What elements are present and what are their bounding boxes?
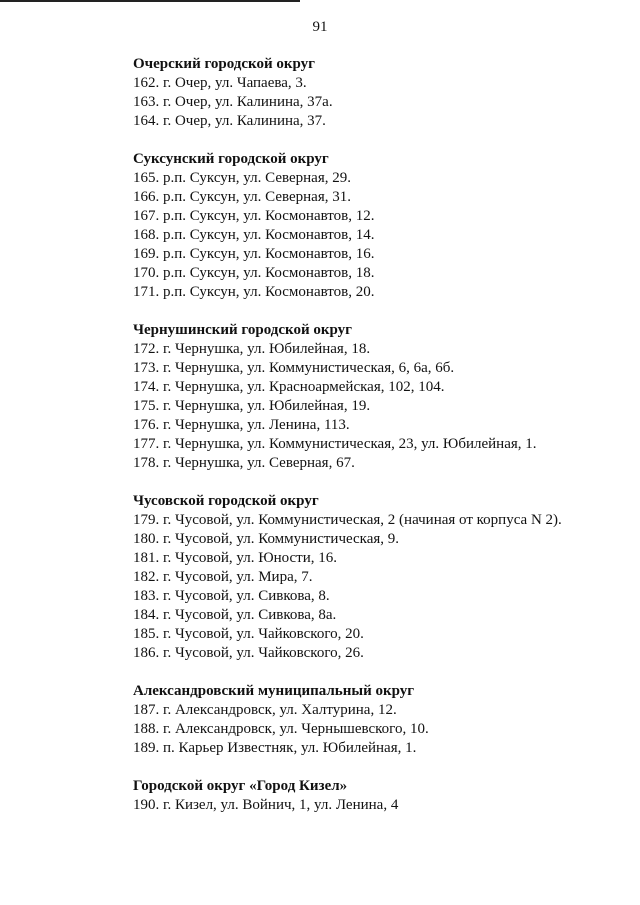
list-item: 184. г. Чусовой, ул. Сивкова, 8а.: [133, 607, 337, 623]
list-item: 177. г. Чернушка, ул. Коммунистическая, 23, ул. Юбилейная, 1.: [133, 436, 537, 452]
list-item: 180. г. Чусовой, ул. Коммунистическая, 9.: [133, 531, 400, 547]
list-item: 181. г. Чусовой, ул. Юности, 16.: [133, 550, 338, 566]
list-item: 182. г. Чусовой, ул. Мира, 7.: [133, 569, 313, 585]
list-item: 169. р.п. Суксун, ул. Космонавтов, 16.: [133, 246, 375, 262]
page-number: 91: [312, 19, 328, 35]
top-rule: [0, 0, 300, 2]
list-item: 171. р.п. Суксун, ул. Космонавтов, 20.: [133, 284, 375, 300]
section-title: Городской округ «Город Кизел»: [133, 778, 348, 794]
section: [133, 682, 623, 758]
section-title: Чернушинский городской округ: [133, 322, 352, 338]
list-item: 167. р.п. Суксун, ул. Космонавтов, 12.: [133, 208, 375, 224]
section: [133, 321, 623, 473]
list-item: 185. г. Чусовой, ул. Чайковского, 20.: [133, 626, 364, 642]
section-title: Очерский городской округ: [133, 56, 315, 72]
list-item: 174. г. Чернушка, ул. Красноармейская, 102, 104.: [133, 379, 445, 395]
list-item: 188. г. Александровск, ул. Чернышевского, 10.: [133, 721, 429, 737]
list-item: 176. г. Чернушка, ул. Ленина, 113.: [133, 417, 350, 433]
list-item: 173. г. Чернушка, ул. Коммунистическая, 6, 6а, 6б.: [133, 360, 455, 376]
list-item: 162. г. Очер, ул. Чапаева, 3.: [133, 75, 307, 91]
list-item: 175. г. Чернушка, ул. Юбилейная, 19.: [133, 398, 371, 414]
list-item: 164. г. Очер, ул. Калинина, 37.: [133, 113, 326, 129]
section-title: Суксунский городской округ: [133, 151, 329, 167]
section: [133, 150, 623, 302]
section-title: Александровский муниципальный округ: [133, 683, 415, 699]
list-item: 178. г. Чернушка, ул. Северная, 67.: [133, 455, 355, 471]
list-item: 165. р.п. Суксун, ул. Северная, 29.: [133, 170, 351, 186]
list-item: 190. г. Кизел, ул. Войнич, 1, ул. Ленина, 4: [133, 797, 399, 813]
list-item: 186. г. Чусовой, ул. Чайковского, 26.: [133, 645, 364, 661]
list-item: 163. г. Очер, ул. Калинина, 37а.: [133, 94, 333, 110]
list-item: 166. р.п. Суксун, ул. Северная, 31.: [133, 189, 351, 205]
document-body: [133, 55, 623, 834]
section: [133, 55, 623, 131]
list-item: 187. г. Александровск, ул. Халтурина, 12.: [133, 702, 397, 718]
list-item: 168. р.п. Суксун, ул. Космонавтов, 14.: [133, 227, 375, 243]
list-item: 183. г. Чусовой, ул. Сивкова, 8.: [133, 588, 330, 604]
list-item: 179. г. Чусовой, ул. Коммунистическая, 2 (начиная от корпуса N 2).: [133, 512, 562, 528]
list-item: 189. п. Карьер Известняк, ул. Юбилейная, 1.: [133, 740, 417, 756]
section: [133, 777, 623, 815]
list-item: 170. р.п. Суксун, ул. Космонавтов, 18.: [133, 265, 375, 281]
section-title: Чусовской городской округ: [133, 493, 319, 509]
list-item: 172. г. Чернушка, ул. Юбилейная, 18.: [133, 341, 371, 357]
section: [133, 492, 623, 663]
